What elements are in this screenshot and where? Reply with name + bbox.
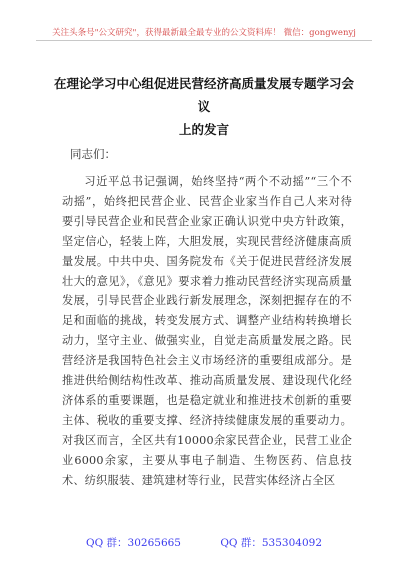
document-title-line2: 上的发言 [178, 122, 229, 137]
header-banner: 关注头条号"公文研究"，获得最新最全最专业的公文资料库！ 微信：gongwenyj [52, 28, 356, 38]
document-title-line1: 在理论学习中心组促进民营经济高质量发展专题学习会议 [53, 76, 354, 114]
document-body [62, 172, 352, 491]
footer-qq-group-right: QQ 群：535304092 [220, 537, 323, 549]
salutation: 同志们： [70, 147, 116, 161]
body-paragraph: 习近平总书记强调，始终坚持“两个不动摇”“三个不动摇”，始终把民营企业、民营企业家当作自己人来对待要引导民营企业和民营企业家正确认识党中央方针政策，坚定信心，轻装上阵，大胆发展，实现民营经济健康高质量发展。中共中央、国务院发布《关于促进民营经济发展壮大的意见》，《意见》要求着力推动民营经济实现高质量发展，引导民营企业践行新发展理念，深刻把握存在的不足和面临的挑战，转变发展方式、调整产业结构转换增长动力，坚守主业、做强实业，自觉走高质量发展之路。民营经济是我国特色社会主义市场经济的重要组成部分。是推进供给侧结构性改革、推动高质量发展、建设现代化经济体系的重要课题，也是稳定就业和推进技术创新的重要主体、税收的重要支撑、经济持续健康发展的重要动力。对我区而言，全区共有10000余家民营企业，民营工业企业6000余家，主要从事电子制造、生物医药、信息技术、纺织服装、建筑建材等行业，民营实体经济占全区 [62, 175, 352, 487]
header-divider [36, 40, 372, 41]
document-title [50, 72, 358, 141]
footer-qq-group-left: QQ 群：30265665 [85, 537, 181, 549]
footer-contact [36, 535, 372, 550]
